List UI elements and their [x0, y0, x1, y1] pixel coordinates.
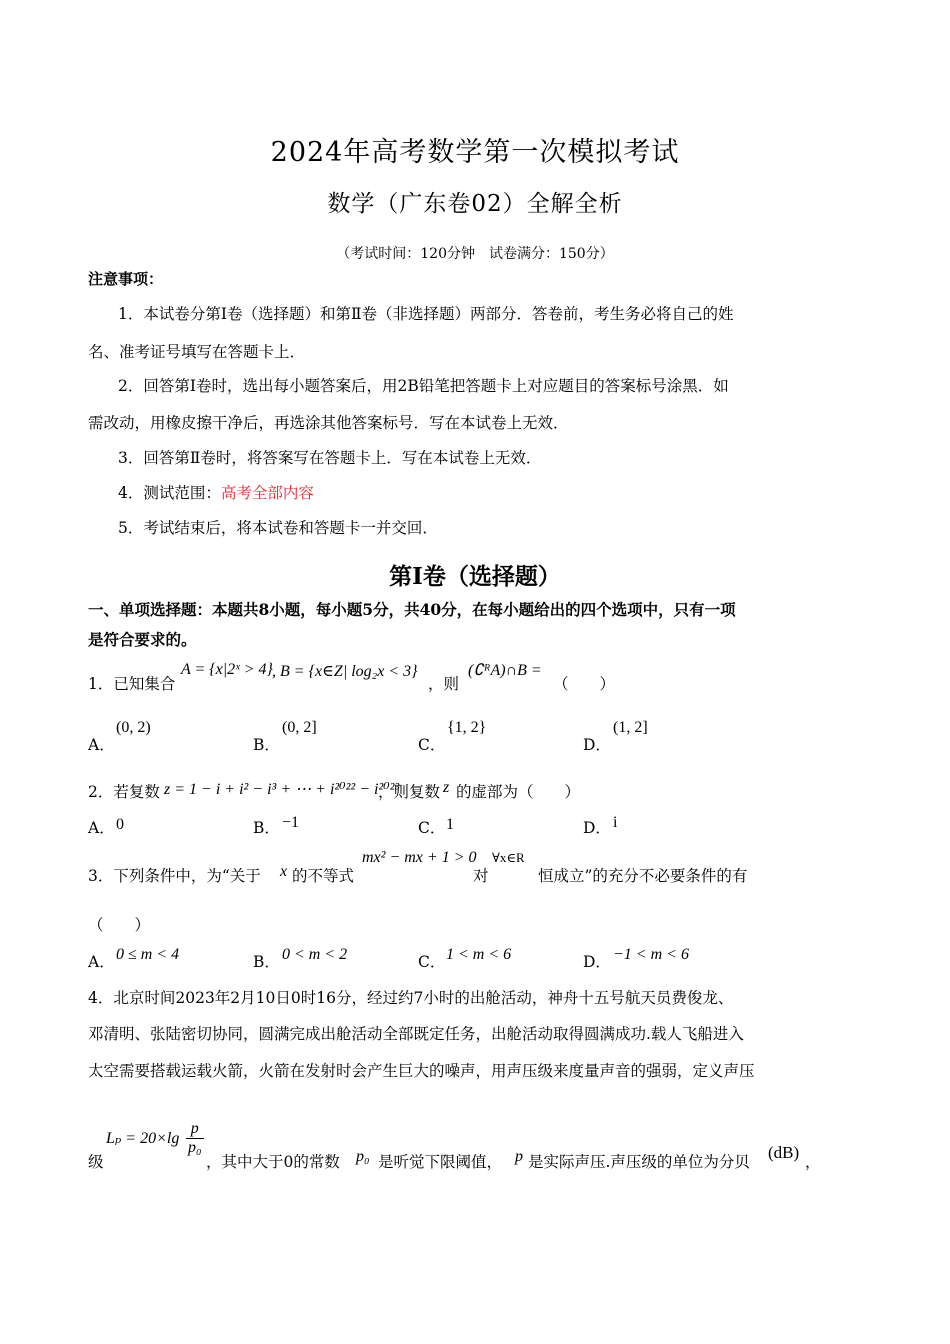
q1-option-b-label: B． — [253, 736, 280, 754]
q2-option-c-label: C． — [418, 819, 446, 837]
q2-var: z — [443, 779, 450, 796]
q4-ji: 级 — [88, 1153, 104, 1171]
notice-item-2-line-1: 2．回答第Ⅰ卷时，选出每小题答案后，用2B铅笔把答题卡上对应题目的答案标号涂黑．如 — [118, 377, 729, 395]
q2-option-d-value: i — [613, 814, 618, 831]
section-intro-line-2: 是符合要求的。 — [88, 630, 197, 649]
section-intro-line-1: 一、单项选择题：本题共8小题，每小题5分，共40分，在每小题给出的四个选项中，只有一项 — [88, 600, 736, 619]
notice-item-4-prefix: 4．测试范围： — [118, 484, 221, 502]
notice-item-5: 5．考试结束后，将本试卷和答题卡一并交回． — [118, 519, 438, 537]
q1-option-d-label: D． — [583, 736, 611, 754]
notice-item-4 — [118, 481, 314, 503]
q1-prefix: 1．已知集合 — [88, 675, 176, 693]
q2-option-b-label: B． — [253, 819, 280, 837]
q3-option-d-value: −1 < m < 6 — [613, 946, 689, 963]
notice-item-1-line-1: 1．本试卷分第Ⅰ卷（选择题）和第Ⅱ卷（非选择题）两部分．答卷前，考生务必将自己的姓 — [118, 305, 734, 323]
q1-set-b: , B = {x∈Z| log₂x < 3} — [272, 663, 418, 680]
page-title: 2024年高考数学第一次模拟考试 — [270, 137, 680, 168]
q4-unit: (dB) — [768, 1143, 800, 1162]
q4-after-p: 是实际声压.声压级的单位为分贝 — [528, 1153, 750, 1171]
q3-option-c-value: 1 < m < 6 — [446, 946, 512, 963]
q4-formula-lhs: Lₚ = 20×lg — [106, 1130, 180, 1147]
q4-after-formula: ，其中大于0的常数 — [206, 1153, 340, 1171]
q4-fraction-numerator: p — [186, 1120, 204, 1139]
q3-paren: （ ） — [88, 916, 151, 934]
q4-line-2: 邓清明、张陆密切协同，圆满完成出舱活动全部既定任务，出舱活动取得圆满成功.载人飞船进入 — [88, 1025, 744, 1043]
q3-inequality: mx² − mx + 1 > 0 — [362, 849, 477, 866]
notice-item-2-line-2: 需改动，用橡皮擦干净后，再选涂其他答案标号．写在本试卷上无效． — [88, 414, 569, 432]
q1-mid: ，则 — [428, 675, 460, 693]
q1-option-a-label: A． — [88, 736, 115, 754]
q2-option-b-value: −1 — [282, 814, 300, 831]
notice-item-3: 3．回答第Ⅱ卷时，将答案写在答题卡上．写在本试卷上无效． — [118, 449, 542, 467]
q4-line-3: 太空需要搭载运载火箭，火箭在发射时会产生巨大的噪声，用声压级来度量声音的强弱，定义声压 — [88, 1062, 755, 1080]
q1-option-d-value: (1, 2] — [613, 719, 648, 736]
q2-option-a-label: A． — [88, 819, 115, 837]
q1-expr: (∁ᴿA)∩B = — [468, 662, 542, 679]
exam-info: （考试时间：120分钟 试卷满分：150分） — [336, 246, 614, 262]
q2-prefix: 2．若复数 — [88, 783, 160, 801]
q3-option-b-value: 0 < m < 2 — [282, 946, 348, 963]
q1-option-c-label: C． — [418, 736, 446, 754]
q2-tail: 的虚部为（ ） — [456, 783, 581, 801]
q3-forall: ∀x∈R — [492, 850, 525, 865]
q4-line-1: 4．北京时间2023年2月10日0时16分，经过约7小时的出舱活动，神舟十五号航天员费俊龙、 — [88, 989, 734, 1007]
notice-item-1-line-2: 名、准考证号填写在答题卡上． — [88, 343, 306, 361]
q3-prefix: 3．下列条件中，为“关于 — [88, 867, 261, 885]
q3-option-d-label: D． — [583, 953, 611, 971]
q3-dui: 对 — [473, 867, 489, 885]
page-subtitle: 数学（广东卷02）全解全析 — [327, 191, 623, 217]
q2-option-c-value: 1 — [446, 816, 454, 833]
q3-option-a-label: A． — [88, 953, 115, 971]
q2-suffix: ，则复数 — [378, 783, 441, 801]
notice-heading: 注意事项： — [88, 270, 164, 288]
q3-var: x — [280, 863, 288, 880]
q2-option-d-label: D． — [583, 819, 611, 837]
q3-suffix: 恒成立”的充分不必要条件的有 — [538, 867, 748, 885]
q3-option-c-label: C． — [418, 953, 446, 971]
q4-end: ， — [805, 1153, 821, 1171]
q1-option-a-value: (0, 2) — [116, 719, 151, 736]
q3-option-a-value: 0 ≤ m < 4 — [116, 946, 180, 963]
q3-option-b-label: B． — [253, 953, 280, 971]
q2-expr: z = 1 − i + i² − i³ + ⋯ + i²⁰²² − i²⁰²³ — [164, 781, 400, 798]
q4-p: p — [515, 1148, 523, 1165]
q1-option-b-value: (0, 2] — [282, 719, 317, 736]
notice-item-4-highlight: 高考全部内容 — [220, 484, 314, 502]
section-title: 第Ⅰ卷（选择题） — [389, 563, 561, 590]
q1-set-a: A = {x|2ˣ > 4} — [181, 661, 273, 678]
q4-formula-fraction — [186, 1120, 204, 1157]
q4-p0: p₀ — [356, 1148, 370, 1165]
q2-option-a-value: 0 — [116, 816, 124, 833]
q1-option-c-value: {1, 2} — [447, 719, 487, 736]
q4-fraction — [186, 1120, 204, 1157]
q4-fraction-denominator: p₀ — [188, 1139, 202, 1156]
q4-after-p0: 是听觉下限阈值， — [378, 1153, 503, 1171]
q1-paren: （ ） — [553, 675, 616, 693]
q3-mid: 的不等式 — [292, 867, 355, 885]
